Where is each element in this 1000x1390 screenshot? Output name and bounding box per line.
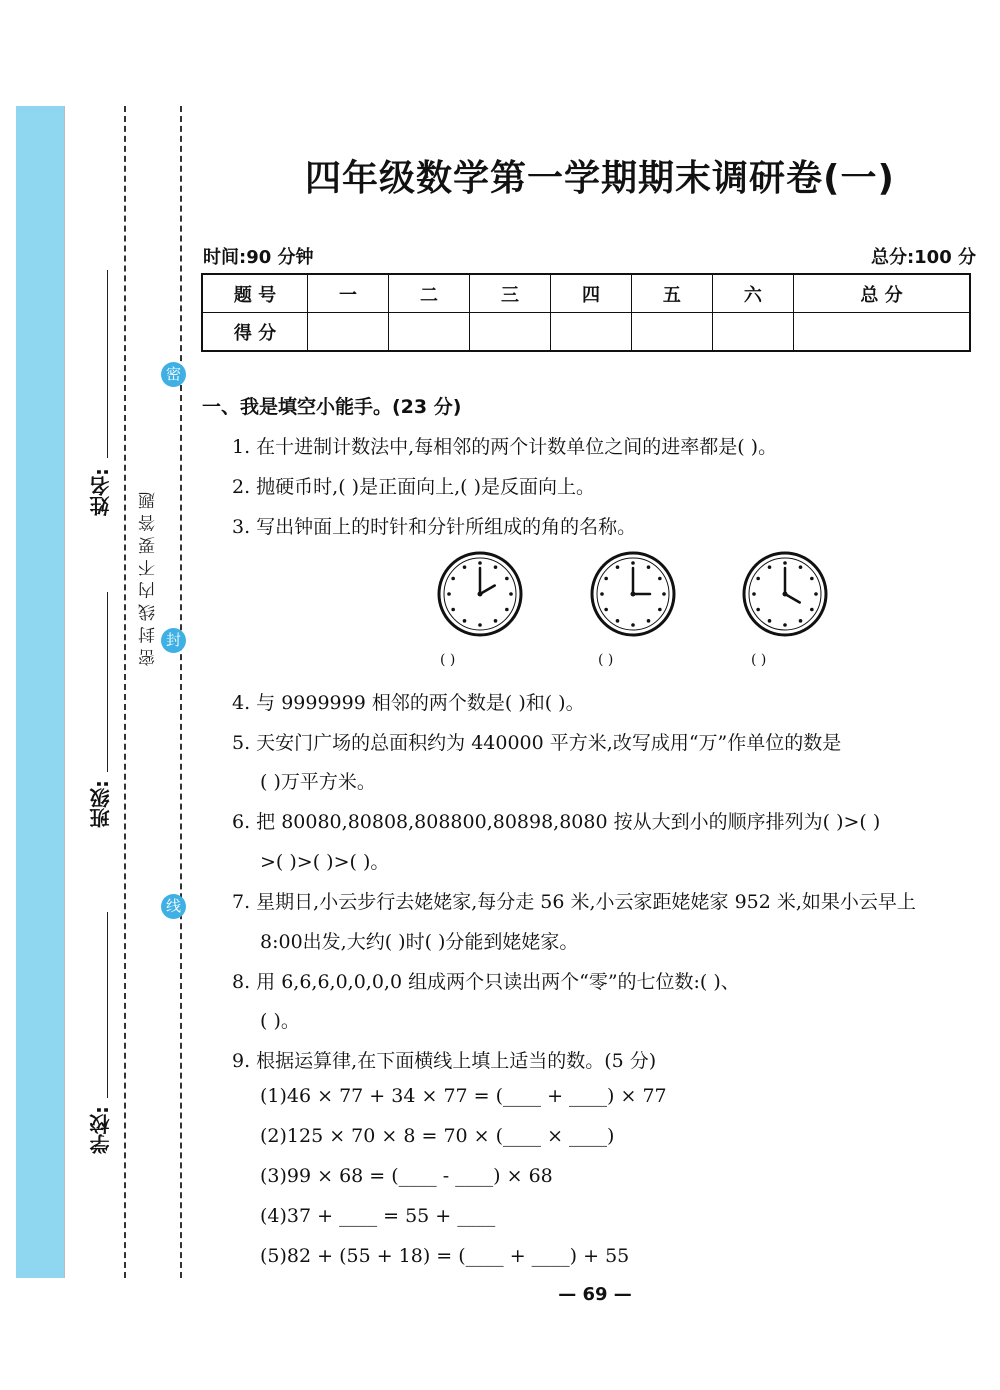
question-6-line-1: 6. 把 80080,80808,808800,80898,8080 按从大到小的顺序排列为( )>( ) — [232, 811, 881, 833]
clock-hour-dot — [756, 608, 760, 612]
binding-strip — [16, 106, 64, 1278]
score-cell[interactable] — [793, 313, 970, 352]
section-1-title: 一、我是填空小能手。(23 分) — [202, 396, 462, 418]
clock-hour-dot — [783, 561, 787, 565]
clock-3-answer[interactable]: ( ) — [751, 652, 767, 668]
clock-hour-dot — [662, 592, 666, 596]
question-9-item-2: (2)125 × 70 × 8 = 70 × (____ × ____) — [260, 1125, 615, 1147]
clock-hour-dot — [447, 592, 451, 596]
clock-hour-dot — [616, 619, 620, 623]
score-cell[interactable] — [631, 313, 712, 352]
clock-hour-dot — [600, 592, 604, 596]
clock-hour-dot — [810, 577, 814, 581]
question-3: 3. 写出钟面上的时针和分针所组成的角的名称。 — [232, 516, 637, 538]
clock-hour-dot — [752, 592, 756, 596]
clock-hour-dot — [814, 592, 818, 596]
clock-hour-dot — [463, 619, 467, 623]
total-text: 总分:100 分 — [870, 247, 976, 268]
question-9-item-1: (1)46 × 77 + 34 × 77 = (____ + ____) × 77 — [260, 1085, 667, 1107]
score-table-header-row — [202, 274, 970, 313]
clock-1 — [436, 550, 524, 638]
clock-hour-dot — [647, 619, 651, 623]
clock-hour-dot — [810, 608, 814, 612]
clock-hour-dot — [783, 623, 787, 627]
score-table — [201, 273, 971, 352]
header-cell: 三 — [469, 274, 550, 313]
seal-warning-text: 密 封 线 内 不 要 答 题 — [139, 492, 159, 666]
question-7-line-1: 7. 星期日,小云步行去姥姥家,每分走 56 米,小云家距姥姥家 952 米,如果小云早上 — [232, 891, 916, 913]
clock-hour-dot — [604, 577, 608, 581]
clock-hour-dot — [509, 592, 513, 596]
question-7-line-2: 8:00出发,大约( )时( )分能到姥姥家。 — [260, 931, 579, 953]
seal-circle-feng: 封 — [161, 628, 186, 653]
question-9-item-5: (5)82 + (55 + 18) = (____ + ____) + 55 — [260, 1245, 630, 1267]
score-cell[interactable] — [712, 313, 793, 352]
dashed-cut-line-left — [124, 106, 126, 1278]
score-cell[interactable] — [388, 313, 469, 352]
score-cell[interactable] — [469, 313, 550, 352]
question-5-line-1: 5. 天安门广场的总面积约为 440000 平方米,改写成用“万”作单位的数是 — [232, 732, 842, 754]
header-cell: 五 — [631, 274, 712, 313]
clock-hour-dot — [463, 565, 467, 569]
question-9-item-3: (3)99 × 68 = (____ - ____) × 68 — [260, 1165, 553, 1187]
question-1: 1. 在十进制计数法中,每相邻的两个计数单位之间的进率都是( )。 — [232, 436, 778, 458]
clock-center-pin — [783, 592, 788, 597]
header-cell: 题 号 — [202, 274, 308, 313]
clock-hour-dot — [647, 565, 651, 569]
header-cell: 六 — [712, 274, 793, 313]
clock-hour-dot — [505, 608, 509, 612]
clock-2 — [589, 550, 677, 638]
clock-hour-dot — [604, 608, 608, 612]
clock-center-pin — [631, 592, 636, 597]
question-9-item-4: (4)37 + ____ = 55 + ____ — [260, 1205, 496, 1227]
total-info — [871, 243, 976, 269]
clock-hour-dot — [756, 577, 760, 581]
dashed-cut-line-right — [180, 106, 182, 1278]
question-5-line-2: ( )万平方米。 — [260, 771, 376, 793]
seal-circle-xian: 线 — [161, 894, 186, 919]
seal-circle-mi: 密 — [161, 362, 186, 387]
page-title: 四年级数学第一学期期末调研卷(一) — [305, 158, 895, 199]
class-label: 班级: — [89, 780, 113, 828]
clock-center-pin — [478, 592, 483, 597]
clock-hour-dot — [799, 619, 803, 623]
clock-hour-dot — [494, 619, 498, 623]
clock-hour-dot — [451, 608, 455, 612]
clock-hour-dot — [478, 561, 482, 565]
question-9: 9. 根据运算律,在下面横线上填上适当的数。(5 分) — [232, 1050, 657, 1072]
clock-2-answer[interactable]: ( ) — [598, 652, 614, 668]
clock-hour-dot — [768, 619, 772, 623]
clock-hour-dot — [616, 565, 620, 569]
name-label: 姓名: — [89, 468, 113, 516]
clock-hour-dot — [494, 565, 498, 569]
score-table-score-row — [202, 313, 970, 352]
time-info — [203, 243, 314, 269]
clock-1-answer[interactable]: ( ) — [440, 652, 456, 668]
question-4: 4. 与 9999999 相邻的两个数是( )和( )。 — [232, 692, 585, 714]
question-6-line-2: >( )>( )>( )。 — [260, 851, 390, 873]
clock-hour-dot — [505, 577, 509, 581]
header-cell: 总 分 — [793, 274, 970, 313]
clock-hour-dot — [451, 577, 455, 581]
class-field-line[interactable] — [107, 592, 108, 772]
clock-hour-dot — [658, 608, 662, 612]
clock-hour-dot — [799, 565, 803, 569]
clock-hour-dot — [478, 623, 482, 627]
clock-hour-dot — [631, 623, 635, 627]
question-2: 2. 抛硬币时,( )是正面向上,( )是反面向上。 — [232, 476, 595, 498]
clock-hour-dot — [768, 565, 772, 569]
page-number: — 69 — — [558, 1284, 632, 1305]
school-field-line[interactable] — [107, 912, 108, 1098]
score-cell[interactable] — [550, 313, 631, 352]
name-field-line[interactable] — [107, 270, 108, 458]
header-cell: 二 — [388, 274, 469, 313]
question-8-line-2: ( )。 — [260, 1010, 300, 1032]
header-cell: 一 — [308, 274, 389, 313]
clock-hour-dot — [658, 577, 662, 581]
clock-hour-dot — [631, 561, 635, 565]
header-cell: 四 — [550, 274, 631, 313]
time-text: 时间:90 分钟 — [203, 247, 314, 268]
binding-divider — [64, 106, 65, 1278]
question-8-line-1: 8. 用 6,6,6,0,0,0,0 组成两个只读出两个“零”的七位数:( )、 — [232, 971, 740, 993]
score-cell[interactable] — [308, 313, 389, 352]
score-row-label: 得 分 — [202, 313, 308, 352]
school-label: 学校: — [89, 1106, 113, 1154]
clock-3 — [741, 550, 829, 638]
